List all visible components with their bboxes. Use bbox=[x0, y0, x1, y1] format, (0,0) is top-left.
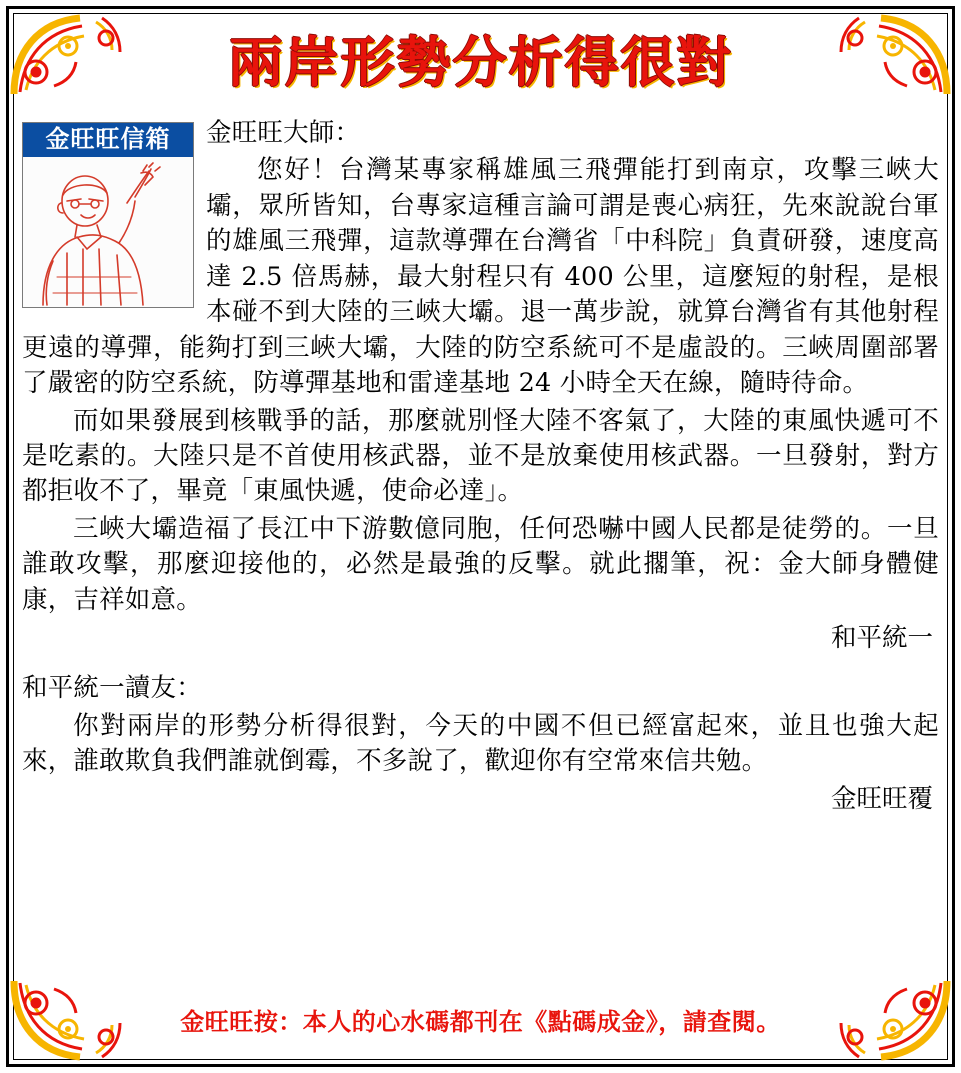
masthead-label: 金旺旺信箱 bbox=[23, 123, 193, 157]
man-raising-hand-line-drawing-icon bbox=[23, 157, 193, 307]
letter-signature: 和平統一 bbox=[830, 623, 933, 654]
letter-paragraph: 而如果發展到核戰爭的話，那麼就別怪大陸不客氣了，大陸的東風快遞可不是吃素的。大陸只是不首使用核武器，並不是放棄使用核武器。一旦發射，對方都拒收不了，畢竟「東風快遞，使命必達」。 bbox=[22, 405, 939, 507]
column-masthead bbox=[22, 122, 194, 308]
footer-note: 金旺旺按：本人的心水碼都刊在《點碼成金》，請查閱。 bbox=[180, 1007, 781, 1036]
article-body bbox=[22, 116, 939, 818]
letter-paragraph: 您好！台灣某專家稱雄風三飛彈能打到南京，攻擊三峽大壩，眾所皆知，台專家這種言論可謂是喪心病狂，先來說說台軍的雄風三飛彈，這款導彈在台灣省「中科院」負責研發，速度高達 2.5 倍馬赫，最大射程只有 400 公里，這麼短的射程，是根本碰不到大陸的三峽大壩。退一萬步說，就算台灣省有其他射程更遠的導彈，能夠打到三峽大壩，大陸的防空系統可不是虛設的。三峽周圍部署了嚴密的防空系統，防導彈基地和雷達基地 24 小時全天在線，隨時待命。 bbox=[22, 155, 939, 399]
page-title bbox=[22, 30, 939, 94]
article-content bbox=[22, 16, 939, 1057]
reply-paragraph: 你對兩岸的形勢分析得很對，今天的中國不但已經富起來，並且也強大起來，誰敢欺負我們誰就倒霉，不多說了，歡迎你有空常來信共勉。 bbox=[22, 710, 939, 776]
letter-salutation: 金旺旺大師： bbox=[206, 118, 361, 148]
reply-signature: 金旺旺覆 bbox=[830, 784, 933, 815]
page-title-text: 兩岸形勢分析得很對 bbox=[228, 30, 733, 94]
reply-salutation: 和平統一讀友： bbox=[22, 673, 202, 704]
letter-paragraph: 三峽大壩造福了長江中下游數億同胞，任何恐嚇中國人民都是徒勞的。一旦誰敢攻擊，那麼迎接他的，必然是最強的反擊。就此擱筆，祝：金大師身體健康，吉祥如意。 bbox=[22, 513, 939, 615]
section-divider bbox=[22, 657, 939, 671]
